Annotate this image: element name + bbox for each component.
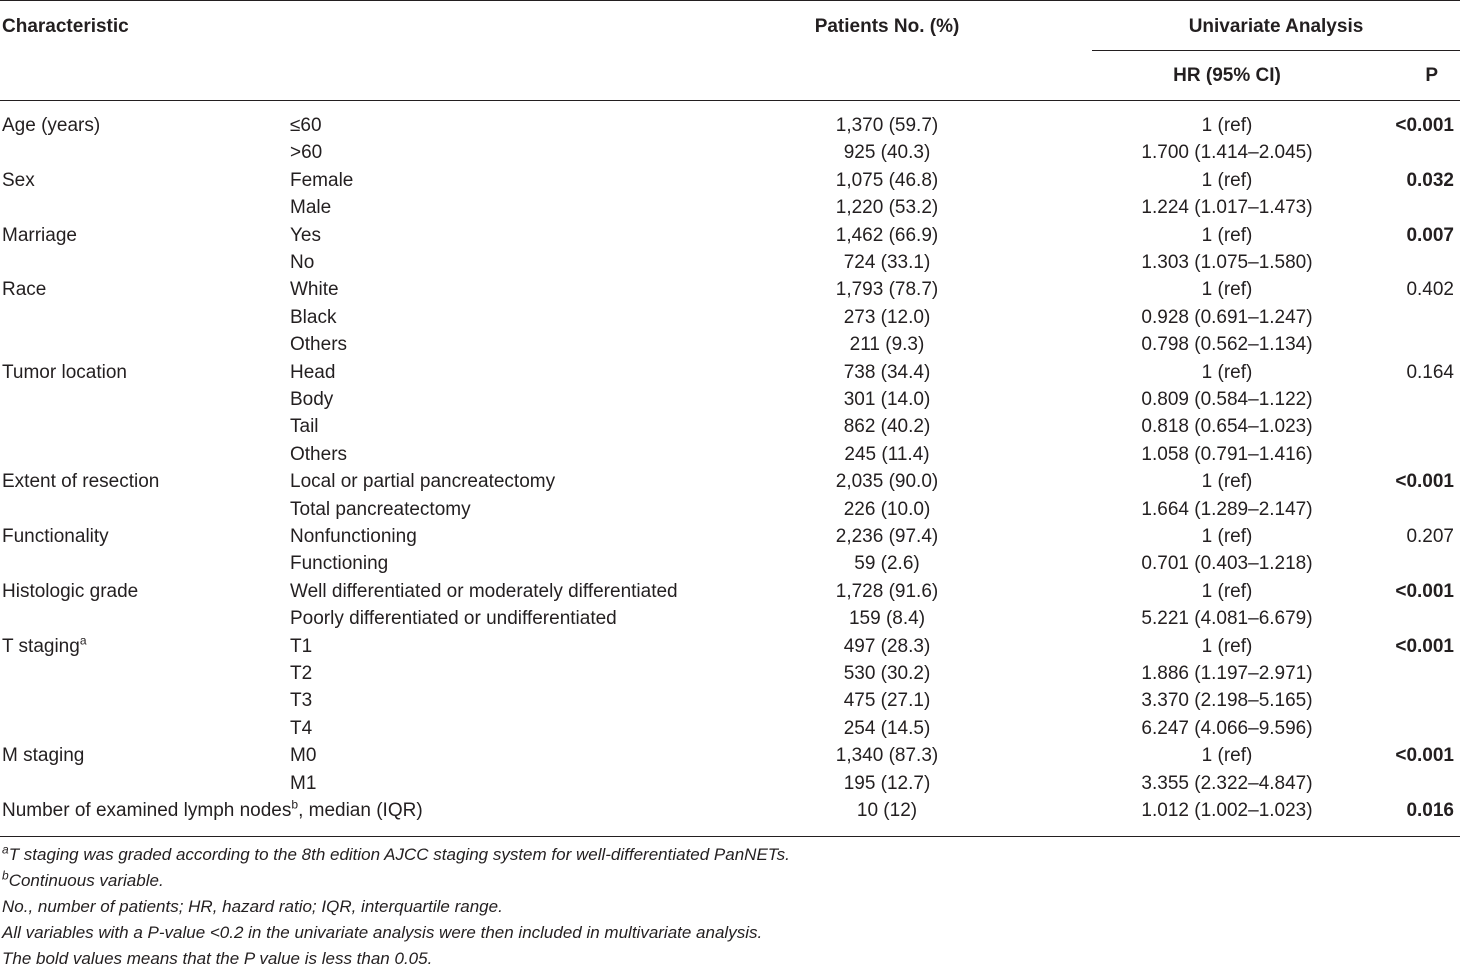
cell-subgroup: Total pancreatectomy <box>290 498 471 520</box>
table-row <box>0 742 1460 769</box>
header-p: P <box>1425 65 1438 86</box>
cell-subgroup: Well differentiated or moderately differentiated <box>290 580 678 602</box>
table-row <box>0 660 1460 687</box>
table-row <box>0 496 1460 523</box>
cell-hr: 0.818 (0.654–1.023) <box>1141 416 1313 438</box>
cell-characteristic: M staging <box>2 745 85 767</box>
cell-hr: 1.303 (1.075–1.580) <box>1141 252 1313 273</box>
cell-characteristic: Number of examined lymph nodes$^b$, median (IQR) <box>2 797 423 821</box>
cell-hr: 0.798 (0.562–1.134) <box>1141 334 1313 356</box>
cell-patients: 925 (40.3) <box>843 142 931 164</box>
cell-hr: 1 (ref) <box>1201 279 1253 301</box>
cell-patients: 226 (10.0) <box>843 498 931 520</box>
header-univariate-analysis: Univariate Analysis <box>1188 16 1364 37</box>
cell-subgroup: Others <box>290 443 348 465</box>
table-top-rule <box>0 0 1460 1</box>
cell-patients: 301 (14.0) <box>843 389 931 410</box>
cell-subgroup: Functioning <box>290 553 389 575</box>
header-bottom-rule <box>0 100 1460 101</box>
table-row <box>0 359 1460 386</box>
cell-subgroup: T4 <box>290 717 313 739</box>
table-row <box>0 304 1460 331</box>
cell-patients: 862 (40.2) <box>843 416 931 438</box>
table-bottom-rule <box>0 836 1460 837</box>
cell-characteristic: Extent of resection <box>2 471 160 493</box>
cell-patients: 475 (27.1) <box>843 690 931 712</box>
cell-patients: 1,370 (59.7) <box>835 115 939 136</box>
cell-patients: 1,462 (66.9) <box>835 224 939 246</box>
header-patients: Patients No. (%) <box>814 16 960 37</box>
cell-hr: 6.247 (4.066–9.596) <box>1141 717 1313 739</box>
table-row <box>0 413 1460 440</box>
table-row <box>0 441 1460 468</box>
cell-subgroup: Head <box>290 361 336 383</box>
cell-p-value: 0.164 <box>1406 361 1454 383</box>
cell-hr: 3.370 (2.198–5.165) <box>1141 690 1313 712</box>
cell-hr: 0.928 (0.691–1.247) <box>1141 306 1313 328</box>
cell-patients: 1,340 (87.3) <box>835 745 939 767</box>
cell-patients: 2,236 (97.4) <box>835 526 939 547</box>
cell-hr: 3.355 (2.322–4.847) <box>1141 772 1313 794</box>
cell-hr: 1 (ref) <box>1201 361 1253 383</box>
table-row <box>0 687 1460 714</box>
cell-subgroup: Others <box>290 334 348 356</box>
cell-patients: 724 (33.1) <box>843 252 931 273</box>
header-characteristic: Characteristic <box>2 16 129 37</box>
cell-hr: 1 (ref) <box>1201 224 1253 246</box>
cell-p-value: <0.001 <box>1395 471 1454 493</box>
cell-patients: 497 (28.3) <box>843 635 931 657</box>
cell-characteristic: T staging$^a$ <box>2 633 87 657</box>
header-hr: HR (95% CI) <box>1173 65 1281 86</box>
cell-hr: 1 (ref) <box>1201 635 1253 657</box>
cell-p-value: 0.016 <box>1406 800 1454 821</box>
cell-p-value: 0.007 <box>1406 224 1454 246</box>
cell-subgroup: No <box>290 252 315 273</box>
table-row <box>0 194 1460 221</box>
table-row <box>0 331 1460 358</box>
cell-patients: 273 (12.0) <box>843 306 931 328</box>
table-row <box>0 386 1460 413</box>
cell-patients: 245 (11.4) <box>844 443 930 465</box>
footnote: $^a$T staging was graded according to the 8th edition AJCC staging system for well-differentiated PanNETs. <box>2 842 790 864</box>
table-row <box>0 770 1460 797</box>
univariate-header-rule <box>1092 50 1460 51</box>
table-row <box>0 605 1460 632</box>
cell-subgroup: M1 <box>290 772 317 794</box>
cell-subgroup: Female <box>290 169 354 191</box>
cell-characteristic: Tumor location <box>2 361 127 383</box>
cell-patients: 159 (8.4) <box>848 608 926 630</box>
cell-hr: 1.700 (1.414–2.045) <box>1141 142 1313 164</box>
cell-patients: 738 (34.4) <box>843 361 931 383</box>
cell-p-value: 0.032 <box>1406 169 1454 191</box>
cell-hr: 1 (ref) <box>1201 745 1253 767</box>
table-row <box>0 715 1460 742</box>
table-row <box>0 139 1460 166</box>
cell-characteristic: Functionality <box>2 526 109 547</box>
cell-patients: 2,035 (90.0) <box>835 471 939 493</box>
cell-characteristic: Age (years) <box>2 115 101 136</box>
table-row <box>0 523 1460 550</box>
cell-hr: 1 (ref) <box>1201 169 1253 191</box>
cell-p-value: 0.207 <box>1406 526 1454 547</box>
cell-hr: 1 (ref) <box>1201 471 1253 493</box>
cell-hr: 0.809 (0.584–1.122) <box>1141 389 1313 410</box>
table-row <box>0 276 1460 303</box>
cell-subgroup: Black <box>290 306 337 328</box>
cell-p-value: <0.001 <box>1395 115 1454 136</box>
footnote: $^b$Continuous variable. <box>2 868 164 890</box>
footnote: The bold values means that the P value is less than 0.05. <box>2 949 433 968</box>
table-row <box>0 550 1460 577</box>
cell-subgroup: T1 <box>290 635 313 657</box>
cell-hr: 5.221 (4.081–6.679) <box>1141 608 1313 630</box>
cell-hr: 1 (ref) <box>1201 526 1253 547</box>
table-row <box>0 222 1460 249</box>
cell-patients: 1,075 (46.8) <box>835 169 939 191</box>
cell-subgroup: T2 <box>290 663 313 684</box>
cell-subgroup: M0 <box>290 745 317 767</box>
cell-subgroup: White <box>290 279 339 301</box>
table-footnotes <box>2 842 1452 972</box>
cell-patients: 1,220 (53.2) <box>835 197 939 219</box>
cell-hr: 1.886 (1.197–2.971) <box>1141 663 1313 684</box>
cell-p-value: <0.001 <box>1395 635 1454 657</box>
cell-hr: 1.058 (0.791–1.416) <box>1141 443 1313 465</box>
cell-characteristic: Sex <box>2 169 35 191</box>
table-row <box>0 112 1460 139</box>
table-row <box>0 468 1460 495</box>
cell-p-value: <0.001 <box>1395 745 1454 767</box>
table-row <box>0 633 1460 660</box>
cell-subgroup: Tail <box>290 416 319 438</box>
cell-patients: 195 (12.7) <box>843 772 931 794</box>
footnote: No., number of patients; HR, hazard ratio; IQR, interquartile range. <box>2 897 503 916</box>
cell-subgroup: T3 <box>290 690 313 712</box>
cell-patients: 530 (30.2) <box>843 663 931 684</box>
cell-hr: 0.701 (0.403–1.218) <box>1141 553 1313 575</box>
cell-hr: 1.664 (1.289–2.147) <box>1141 498 1313 520</box>
cell-characteristic: Histologic grade <box>2 580 139 602</box>
cell-characteristic: Race <box>2 279 47 301</box>
cell-hr: 1 (ref) <box>1201 115 1253 136</box>
table-row <box>0 249 1460 276</box>
footnote: All variables with a P-value <0.2 in the univariate analysis were then included in multivariate analysis. <box>2 923 763 942</box>
cell-subgroup: Local or partial pancreatectomy <box>290 471 556 493</box>
cell-p-value: <0.001 <box>1395 580 1454 602</box>
cell-subgroup: Nonfunctioning <box>290 526 417 547</box>
cell-subgroup: Male <box>290 197 332 219</box>
cell-patients: 211 (9.3) <box>849 334 925 356</box>
cell-characteristic: Marriage <box>2 224 77 246</box>
table-row <box>0 578 1460 605</box>
cell-subgroup: Yes <box>290 224 321 246</box>
table-row <box>0 797 1460 824</box>
cell-subgroup: Body <box>290 389 334 410</box>
cell-p-value: 0.402 <box>1406 279 1454 301</box>
cell-patients: 59 (2.6) <box>854 553 920 575</box>
cell-patients: 1,728 (91.6) <box>835 580 939 602</box>
cell-subgroup: >60 <box>290 142 323 164</box>
cell-hr: 1.224 (1.017–1.473) <box>1141 197 1313 219</box>
cell-patients: 10 (12) <box>856 800 918 821</box>
cell-patients: 1,793 (78.7) <box>835 279 939 301</box>
cell-subgroup: Poorly differentiated or undifferentiated <box>290 608 617 630</box>
table-row <box>0 167 1460 194</box>
cell-hr: 1.012 (1.002–1.023) <box>1141 800 1313 821</box>
cell-hr: 1 (ref) <box>1201 580 1253 602</box>
cell-patients: 254 (14.5) <box>843 717 931 739</box>
cell-subgroup: ≤60 <box>290 115 322 136</box>
